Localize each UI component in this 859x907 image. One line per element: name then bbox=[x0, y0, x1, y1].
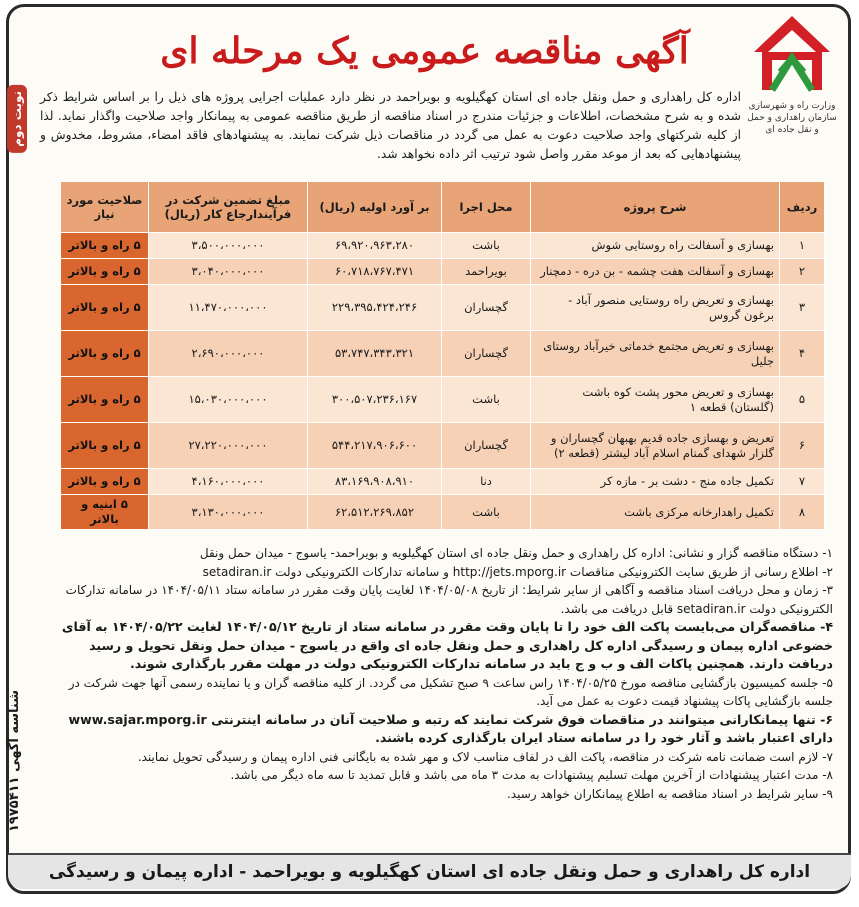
cell-desc: بهسازی و آسفالت راه روستایی شوش bbox=[531, 233, 780, 259]
cell-guarantee: ۴،۱۶۰،۰۰۰،۰۰۰ bbox=[149, 469, 308, 495]
cell-estimate: ۶۹،۹۲۰،۹۶۳،۲۸۰ bbox=[308, 233, 442, 259]
cell-qual: ۵ راه و بالاتر bbox=[61, 469, 149, 495]
cell-place: باشت bbox=[442, 233, 531, 259]
cell-desc: تکمیل راهدارخانه مرکزی باشت bbox=[531, 495, 780, 530]
cell-estimate: ۳۰۰،۵۰۷،۲۳۶،۱۶۷ bbox=[308, 377, 442, 423]
cell-estimate: ۵۳،۷۴۷،۳۴۳،۳۲۱ bbox=[308, 331, 442, 377]
cell-qual: ۵ راه و بالاتر bbox=[61, 423, 149, 469]
ministry-logo bbox=[747, 12, 837, 135]
cell-desc: بهسازی و آسفالت هفت چشمه - بن دره - دمچنار bbox=[531, 259, 780, 285]
cell-row: ۵ bbox=[780, 377, 825, 423]
cell-desc: بهسازی و تعریض مجتمع خدماتی خیرآباد روستای جلیل bbox=[531, 331, 780, 377]
condition-item: ۸- مدت اعتبار پیشنهادات از آخرین مهلت تسلیم پیشنهادات به مدت ۳ ماه می باشد و قابل تمدید تا سه ماه دیگر می باشد. bbox=[230, 768, 833, 782]
condition-item: ۲- اطلاع رسانی از طریق سایت الکترونیکی مناقصات http://jets.mporg.ir و سامانه تدارکات الکترونیکی دولت setadiran.ir bbox=[202, 564, 833, 579]
table-row bbox=[61, 377, 825, 423]
cell-guarantee: ۳،۱۳۰،۰۰۰،۰۰۰ bbox=[149, 495, 308, 530]
cell-desc: بهسازی و تعریض محور پشت کوه باشت (گلستان) قطعه ۱ bbox=[531, 377, 780, 423]
table-header-row bbox=[61, 182, 825, 233]
cell-guarantee: ۲۷،۲۲۰،۰۰۰،۰۰۰ bbox=[149, 423, 308, 469]
cell-row: ۱ bbox=[780, 233, 825, 259]
intro-paragraph: اداره کل راهداری و حمل ونقل جاده ای استان کهگیلویه و بویراحمد در نظر دارد عملیات اجرایی پروژه های ذیل را بر اساس شرایط ذکر شده و به شرح مشخصات، اطلاعات و جزئیات مندرج در اسناد مناقصه از طریق مناقصه عمومی به پیمانکار واجد صلاحیت واگذار نماید. لذا از کلیه شرکتهای واجد صلاحیت دعوت به عمل می گردد در مناقصات ذیل شرکت نمایند. به پیشنهادهای فاقد امضاء، مشروط، مخدوش و پیشنهادهایی که بعد از موعد مقرر واصل شود ترتیب اثر داده نخواهد شد. bbox=[40, 90, 741, 161]
table-row bbox=[61, 233, 825, 259]
ad-id: شناسه آگهی ۱۹۷۵۴۱۱ bbox=[7, 690, 22, 832]
cell-qual: ۵ راه و بالاتر bbox=[61, 259, 149, 285]
cell-place: باشت bbox=[442, 377, 531, 423]
table-row bbox=[61, 423, 825, 469]
cell-estimate: ۶۲،۵۱۲،۲۶۹،۸۵۲ bbox=[308, 495, 442, 530]
cell-estimate: ۶۰،۷۱۸،۷۶۷،۴۷۱ bbox=[308, 259, 442, 285]
page-title: آگهی مناقصه عمومی یک مرحله ای bbox=[160, 30, 689, 72]
table-row bbox=[61, 495, 825, 530]
table-row bbox=[61, 469, 825, 495]
cell-desc: بهسازی و تعریض راه روستایی منصور آباد - برغون گروس bbox=[531, 285, 780, 331]
cell-row: ۲ bbox=[780, 259, 825, 285]
condition-item: ۴- مناقصه‌گران می‌بایست پاکت الف خود را تا پایان وقت مقرر در سامانه ستاد از تاریخ ۱۴۰۴/۰۵/۱۲ لغایت ۱۴۰۴/۰۵/۲۲ به آقای خضوعی اداره پیمان و رسیدگی اداره کل راهداری و حمل ونقل جاده ای واقع در یاسوج - میدان حمل ونقل تحویل و رسید دریافت دارند. همچنین پاکات الف و ب و ج باید در سامانه تدارکات الکترونیکی دولت در مهلت مقرر بارگذاری شوند. bbox=[61, 619, 833, 671]
cell-qual: ۵ راه و بالاتر bbox=[61, 331, 149, 377]
footer-banner: اداره کل راهداری و حمل ونقل جاده ای استان کهگیلویه و بویراحمد - اداره پیمان و رسیدگی bbox=[8, 853, 851, 889]
cell-place: بویراحمد bbox=[442, 259, 531, 285]
condition-item: ۵- جلسه کمیسیون بازگشایی مناقصه مورخ ۱۴۰۴/۰۵/۲۵ راس ساعت ۹ صبح تشکیل می گردد. از کلیه مناقصه گران و یا نماینده رسمی آنها جهت شرکت در جلسه بازگشایی پاکات پیشنهاد قیمت دعوت به عمل می آید. bbox=[68, 675, 833, 708]
cell-place: گچساران bbox=[442, 331, 531, 377]
conditions-list bbox=[40, 544, 833, 803]
col-place: محل اجرا bbox=[442, 182, 531, 233]
condition-item: ۹- سایر شرایط در اسناد مناقصه به اطلاع پیمانکاران خواهد رسید. bbox=[506, 786, 833, 801]
cell-estimate: ۲۲۹،۳۹۵،۴۲۴،۲۴۶ bbox=[308, 285, 442, 331]
cell-guarantee: ۱۱،۴۷۰،۰۰۰،۰۰۰ bbox=[149, 285, 308, 331]
logo-line1: وزارت راه و شهرسازی bbox=[748, 101, 836, 111]
cell-row: ۴ bbox=[780, 331, 825, 377]
col-desc: شرح پروژه bbox=[531, 182, 780, 233]
table-row bbox=[61, 259, 825, 285]
projects-table bbox=[60, 181, 825, 530]
road-logo-icon bbox=[750, 12, 834, 96]
condition-item: ۳- زمان و محل دریافت اسناد مناقصه و آگاهی از سایر شرایط: از تاریخ ۱۴۰۴/۰۵/۰۸ لغایت پایان وقت مقرر در سامانه ستاد ۱۴۰۴/۰۵/۱۱ در سامانه تدارکات الکترونیکی دولت setadiran.ir قابل دریافت می باشد. bbox=[65, 583, 833, 616]
cell-place: گچساران bbox=[442, 285, 531, 331]
col-qual: صلاحیت مورد نیاز bbox=[61, 182, 149, 233]
logo-line2: سازمان راهداری و حمل و نقل جاده ای bbox=[747, 113, 837, 135]
cell-row: ۶ bbox=[780, 423, 825, 469]
col-guarantee: مبلغ تضمین شرکت در فرآیندارجاع کار (ریال) bbox=[149, 182, 308, 233]
cell-guarantee: ۳،۵۰۰،۰۰۰،۰۰۰ bbox=[149, 233, 308, 259]
cell-desc: تعریض و بهسازی جاده قدیم بهبهان گچساران و گلزار شهدای گمنام اسلام آباد لیشتر (قطعه ۲) bbox=[531, 423, 780, 469]
cell-qual: ۵ راه و بالاتر bbox=[61, 377, 149, 423]
cell-row: ۸ bbox=[780, 495, 825, 530]
table-row bbox=[61, 331, 825, 377]
cell-estimate: ۵۴۴،۲۱۷،۹۰۶،۶۰۰ bbox=[308, 423, 442, 469]
cell-estimate: ۸۳،۱۶۹،۹۰۸،۹۱۰ bbox=[308, 469, 442, 495]
cell-qual: ۵ ابنیه و بالاتر bbox=[61, 495, 149, 530]
cell-place: باشت bbox=[442, 495, 531, 530]
cell-desc: تکمیل جاده منج - دشت بر - مازه کر bbox=[531, 469, 780, 495]
cell-qual: ۵ راه و بالاتر bbox=[61, 233, 149, 259]
cell-guarantee: ۲،۶۹۰،۰۰۰،۰۰۰ bbox=[149, 331, 308, 377]
col-estimate: بر آورد اولیه (ریال) bbox=[308, 182, 442, 233]
cell-qual: ۵ راه و بالاتر bbox=[61, 285, 149, 331]
cell-row: ۷ bbox=[780, 469, 825, 495]
cell-guarantee: ۱۵،۰۳۰،۰۰۰،۰۰۰ bbox=[149, 377, 308, 423]
condition-item: ۷- لازم است ضمانت نامه شرکت در مناقصه، پاکت الف در لفاف مناسب لاک و مهر شده به بایگانی فنی اداره پیمان و رسیدگی تحویل نمایند. bbox=[137, 749, 833, 764]
cell-place: دنا bbox=[442, 469, 531, 495]
turn-badge: نوبت دوم bbox=[7, 85, 27, 153]
cell-guarantee: ۳،۰۴۰،۰۰۰،۰۰۰ bbox=[149, 259, 308, 285]
condition-item: ۶- تنها پیمانکارانی میتوانند در مناقصات فوق شرکت نمایند که رتبه و صلاحیت آنان در سامانه اینترنتی www.sajar.mporg.ir دارای اعتبار باشد و آثار خود را در سامانه ستاد ایران بارگذاری کرده باشند. bbox=[68, 711, 833, 745]
cell-place: گچساران bbox=[442, 423, 531, 469]
col-row: ردیف bbox=[780, 182, 825, 233]
cell-row: ۳ bbox=[780, 285, 825, 331]
table-row bbox=[61, 285, 825, 331]
condition-item: ۱- دستگاه مناقصه گزار و نشانی: اداره کل راهداری و حمل ونقل جاده ای استان کهگیلویه و بویراحمد- یاسوج - میدان حمل ونقل bbox=[199, 546, 833, 560]
